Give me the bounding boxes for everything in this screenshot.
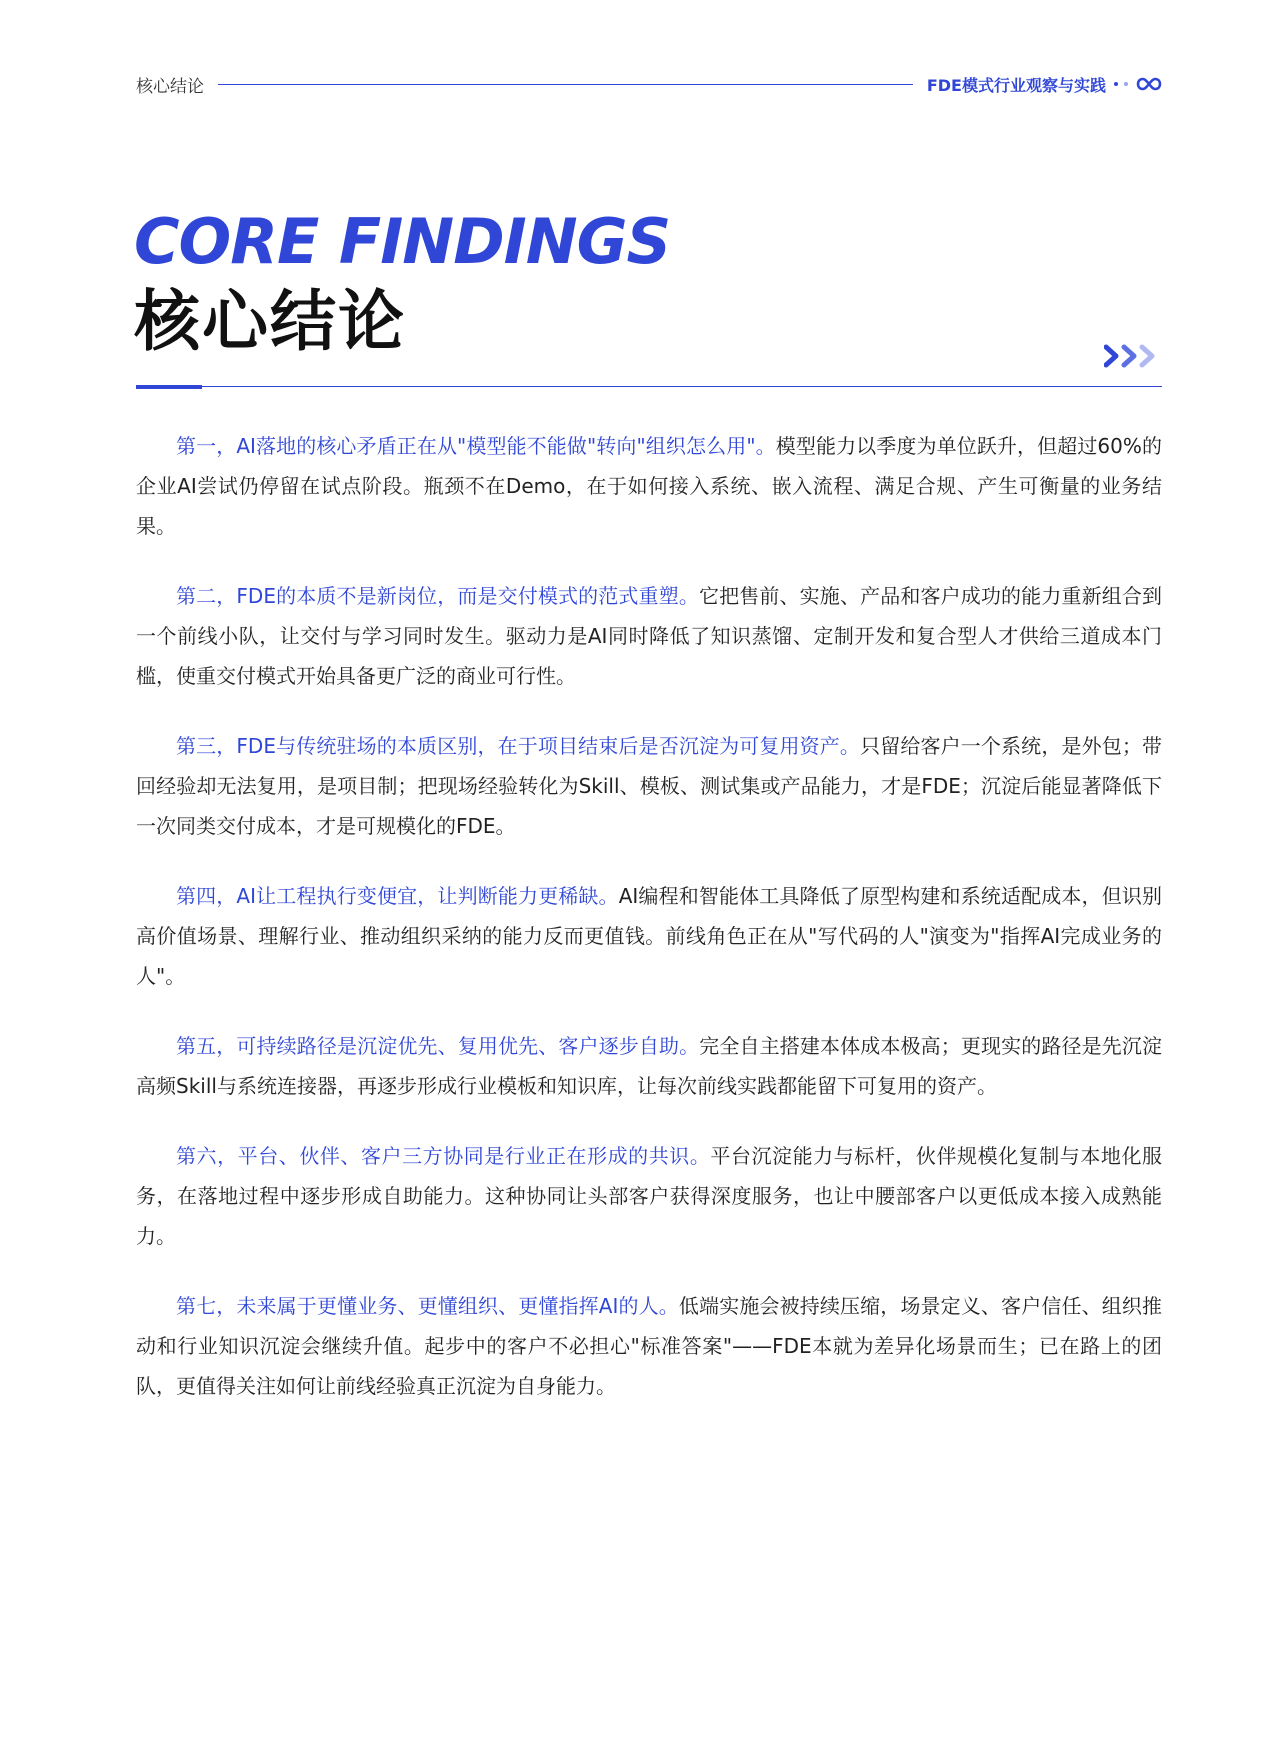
title-chinese: 核心结论 <box>134 283 406 360</box>
finding-body: 它把售前、实施、产品和客户成功的能力重新组合到一个前线小队，让交付与学习同时发生。驱动力是AI同时降低了知识蒸馏、定制开发和复合型人才供给三道成本门槛，使重交付模式开始具备更广泛的商业可行性。 <box>136 584 1163 688</box>
finding-body: 完全自主搭建本体成本极高；更现实的路径是先沉淀高频Skill与系统连接器，再逐步形成行业模板和知识库，让每次前线实践都能留下可复用的资产。 <box>136 1034 1162 1098</box>
finding-lead: 第一，AI落地的核心矛盾正在从"模型能不能做"转向"组织怎么用"。 <box>176 434 776 458</box>
finding-body: 低端实施会被持续压缩，场景定义、客户信任、组织推动和行业知识沉淀会继续升值。起步中的客户不必担心"标准答案"——FDE本就为差异化场景而生；已在路上的团队，更值得关注如何让前线经验真正沉淀为自身能力。 <box>136 1294 1162 1398</box>
title-divider-accent <box>136 385 202 389</box>
finding-body: 模型能力以季度为单位跃升，但超过60%的企业AI尝试仍停留在试点阶段。瓶颈不在Demo，在于如何接入系统、嵌入流程、满足合规、产生可衡量的业务结果。 <box>136 434 1162 538</box>
finding-paragraph <box>136 576 1162 696</box>
finding-paragraph <box>136 1286 1162 1406</box>
finding-lead: 第三，FDE与传统驻场的本质区别，在于项目结束后是否沉淀为可复用资产。 <box>176 734 861 758</box>
header-report-title: FDE模式行业观察与实践 <box>926 75 1106 95</box>
finding-paragraph <box>136 1026 1162 1106</box>
finding-body: 只留给客户一个系统，是外包；带回经验却无法复用，是项目制；把现场经验转化为Skill、模板、测试集或产品能力，才是FDE；沉淀后能显著降低下一次同类交付成本，才是可规模化的FDE。 <box>136 734 1163 838</box>
header-section-label: 核心结论 <box>136 76 204 97</box>
dot-icon <box>1114 82 1118 86</box>
title-english: CORE FINDINGS <box>134 205 671 278</box>
findings-list <box>136 426 1162 1436</box>
finding-paragraph <box>136 726 1162 846</box>
dot-icon <box>1124 82 1128 86</box>
infinity-icon <box>1136 77 1162 91</box>
finding-body: AI编程和智能体工具降低了原型构建和系统适配成本，但识别高价值场景、理解行业、推动组织采纳的能力反而更值钱。前线角色正在从"写代码的人"演变为"指挥AI完成业务的人"。 <box>136 884 1162 988</box>
title-divider <box>136 386 1162 387</box>
chevrons-right-icon <box>1104 344 1162 368</box>
finding-lead: 第五，可持续路径是沉淀优先、复用优先、客户逐步自助。 <box>176 1034 700 1058</box>
page-header <box>136 70 1162 98</box>
finding-lead: 第七，未来属于更懂业务、更懂组织、更懂指挥AI的人。 <box>176 1294 679 1318</box>
header-divider <box>218 84 913 85</box>
finding-paragraph <box>136 1136 1162 1256</box>
finding-lead: 第六，平台、伙伴、客户三方协同是行业正在形成的共识。 <box>176 1144 711 1168</box>
finding-body: 平台沉淀能力与标杆，伙伴规模化复制与本地化服务，在落地过程中逐步形成自助能力。这种协同让头部客户获得深度服务，也让中腰部客户以更低成本接入成熟能力。 <box>136 1144 1163 1248</box>
header-dots <box>1114 82 1134 86</box>
finding-lead: 第四，AI让工程执行变便宜，让判断能力更稀缺。 <box>176 884 619 908</box>
finding-paragraph <box>136 426 1162 546</box>
finding-paragraph <box>136 876 1162 996</box>
finding-lead: 第二，FDE的本质不是新岗位，而是交付模式的范式重塑。 <box>176 584 699 608</box>
